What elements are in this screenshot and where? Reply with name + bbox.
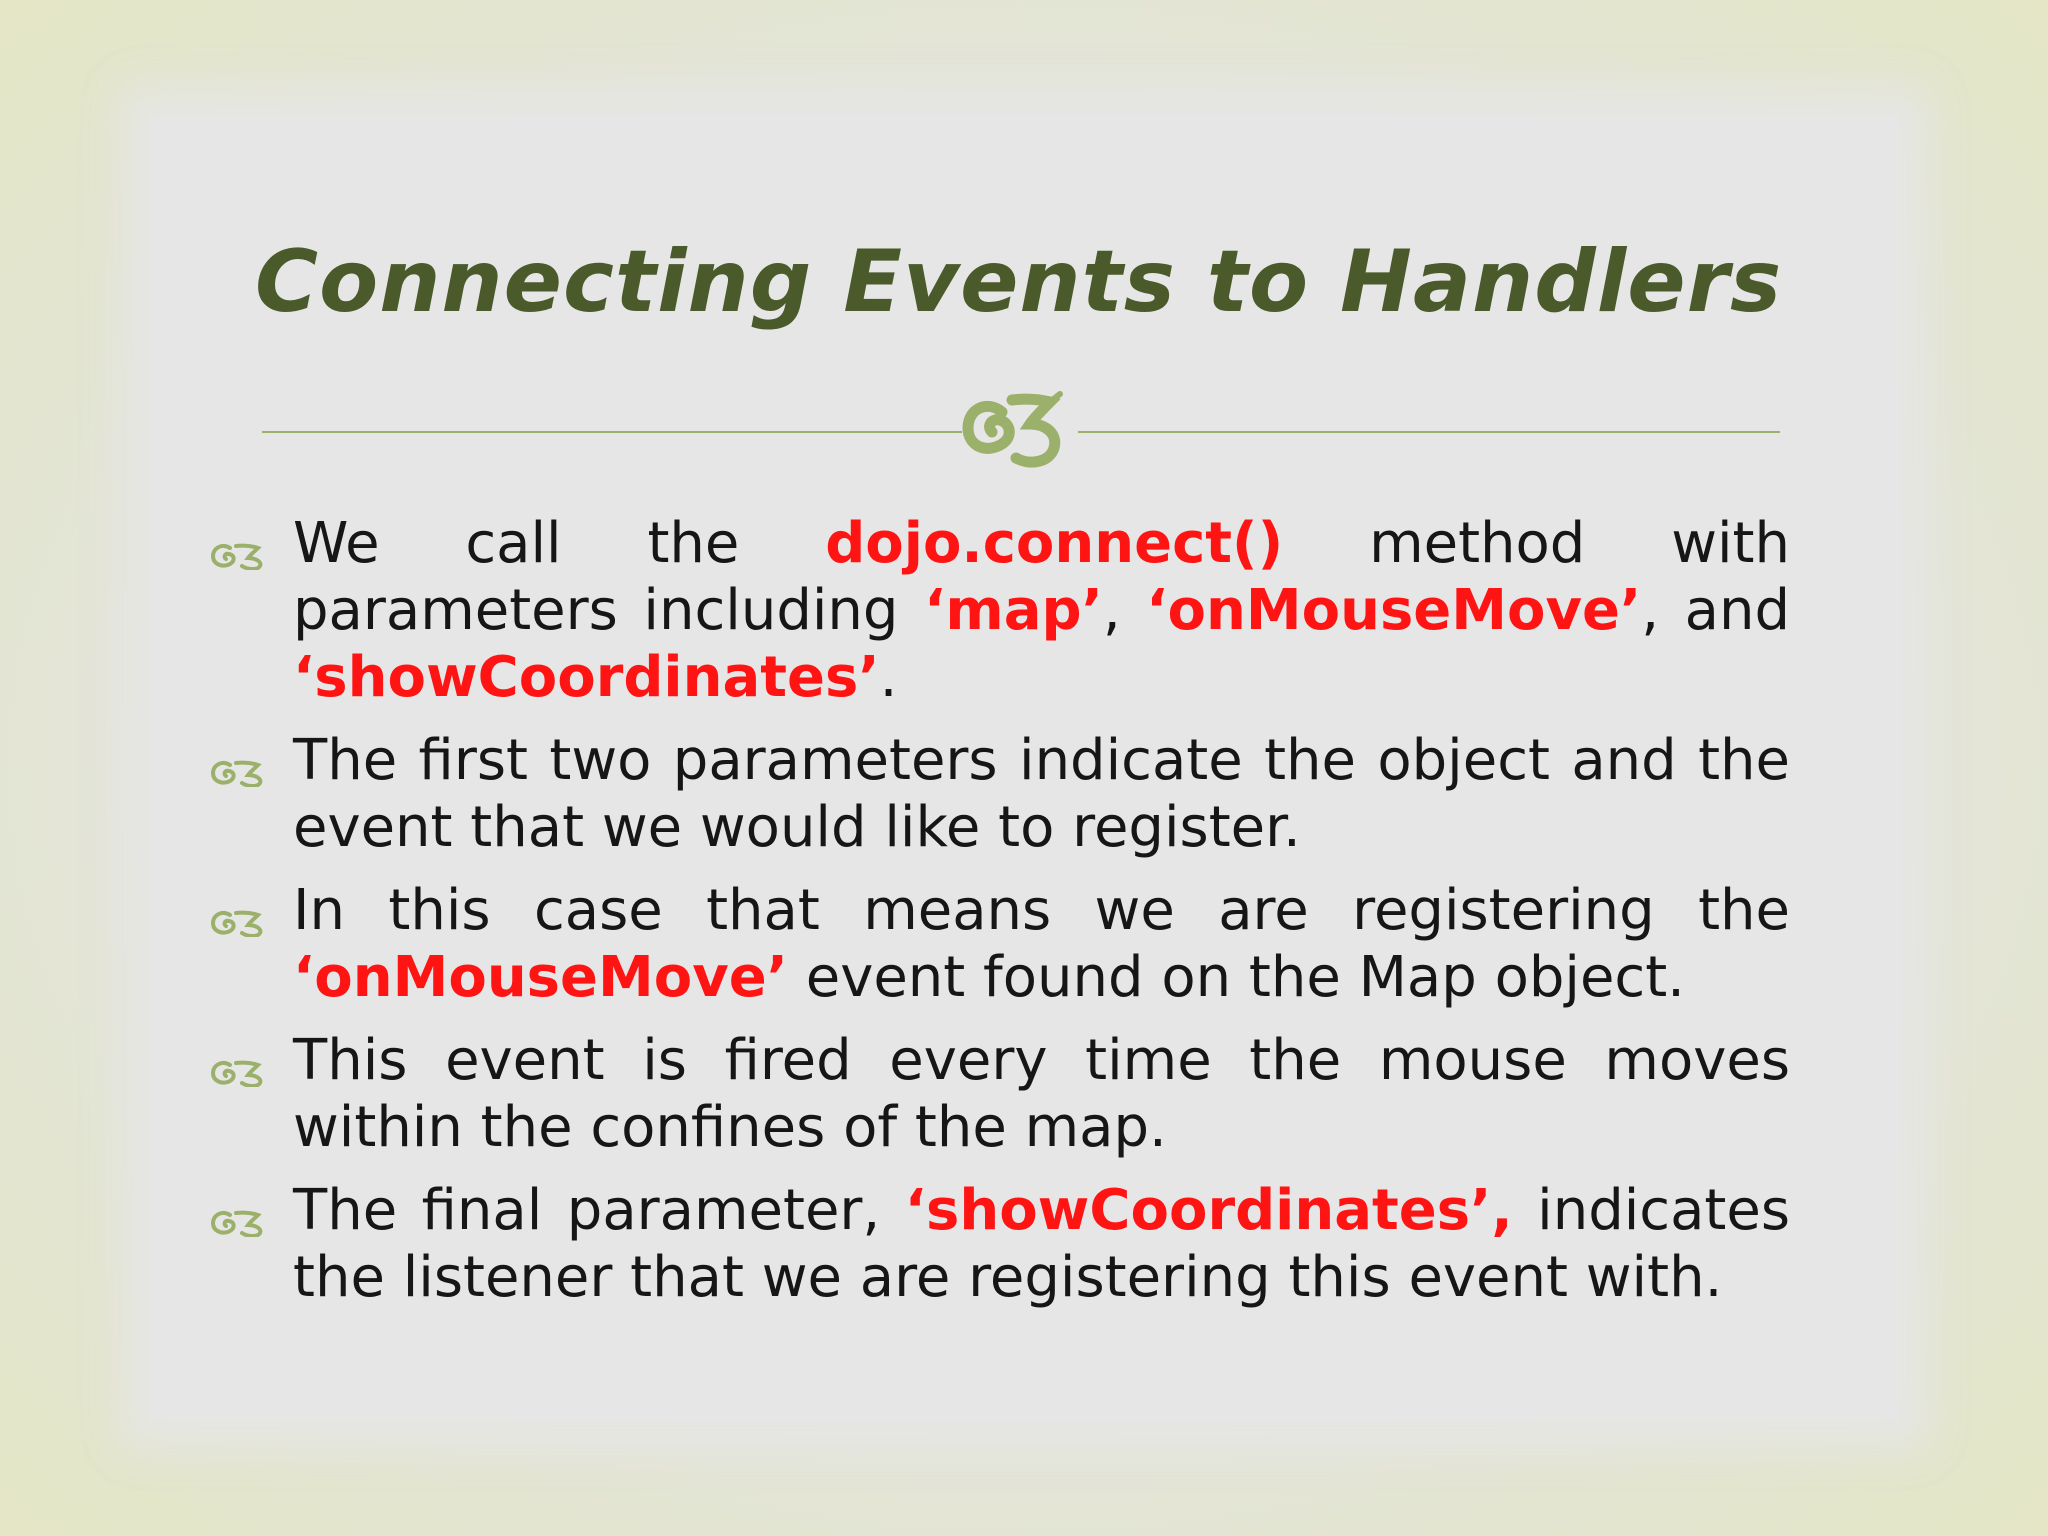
bullet-item <box>205 727 1790 861</box>
bullet-text <box>293 1177 1790 1311</box>
ornament-bullet-icon <box>210 540 268 570</box>
bullet-text <box>293 510 1790 711</box>
text-segment: indicates the listener that we are registering this event with. <box>293 1178 1790 1310</box>
highlighted-code-term: ‘onMouseMove’ <box>293 945 788 1010</box>
highlighted-code-term: dojo.connect() <box>825 511 1284 576</box>
bullet-text <box>293 1027 1790 1161</box>
highlighted-code-term: ‘onMouseMove’ <box>1146 578 1642 643</box>
slide-title: Connecting Events to Handlers <box>255 232 1783 332</box>
ornament-bullet-icon <box>210 1207 268 1237</box>
text-segment: In this case that means we are registering the <box>293 878 1790 943</box>
bullet-item <box>205 510 1790 711</box>
text-segment: We call the <box>293 511 826 576</box>
bullet-list <box>205 510 1790 1327</box>
text-segment: , and <box>1641 578 1790 643</box>
text-segment: The first two parameters indicate the object and the event that we would like to register. <box>293 728 1790 860</box>
bullet-text <box>293 877 1790 1011</box>
text-segment: , <box>1102 578 1147 643</box>
text-segment: The final parameter, <box>293 1178 905 1243</box>
ornament-bullet-icon <box>210 1057 268 1087</box>
leaf-ornament-icon <box>950 380 1100 480</box>
text-segment: . <box>879 645 898 710</box>
bullet-text <box>293 727 1790 861</box>
ornament-bullet-icon <box>210 757 268 787</box>
text-segment: This event is fired every time the mouse moves within the confines of the map. <box>293 1028 1790 1160</box>
bullet-item <box>205 877 1790 1011</box>
text-segment: event found on the Map object. <box>787 945 1685 1010</box>
highlighted-code-term: ‘map’ <box>924 578 1103 643</box>
bullet-item <box>205 1027 1790 1161</box>
bullet-item <box>205 1177 1790 1311</box>
highlighted-code-term: ‘showCoordinates’ <box>293 645 880 710</box>
title-divider-left <box>262 431 962 433</box>
title-divider-right <box>1078 431 1780 433</box>
ornament-bullet-icon <box>210 907 268 937</box>
text-segment: method with parameters including <box>293 511 1791 643</box>
highlighted-code-term: ‘showCoordinates’, <box>904 1178 1513 1243</box>
